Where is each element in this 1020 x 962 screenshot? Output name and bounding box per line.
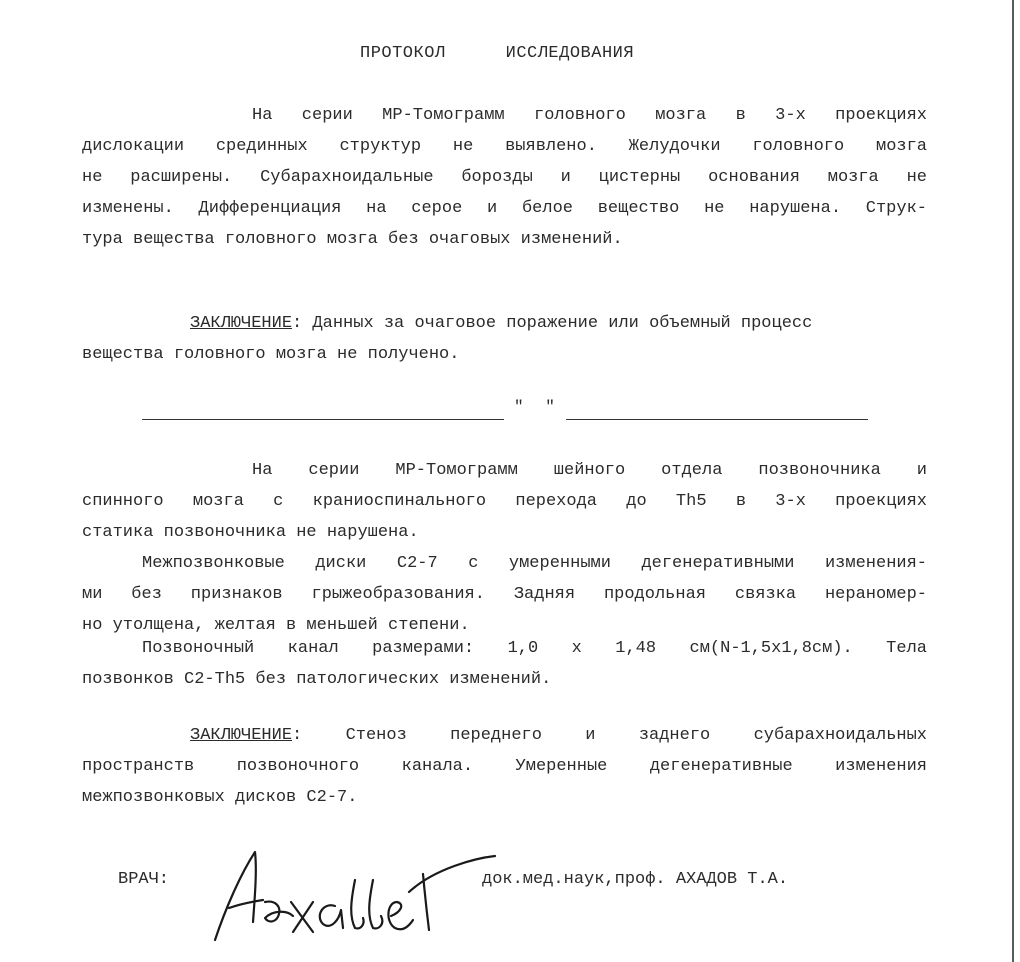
scan-edge-line bbox=[1012, 0, 1014, 962]
title-word-protocol: ПРОТОКОЛ bbox=[360, 44, 446, 63]
spine-intro bbox=[82, 455, 927, 548]
spine-conclusion bbox=[82, 720, 927, 813]
spine-line: Позвоночный канал размерами: 1,0 х 1,48 см(N-1,5х1,8см). Тела bbox=[142, 639, 927, 658]
spine-discs bbox=[82, 548, 927, 641]
spine-line: но утолщена, желтая в меньшей степени. bbox=[82, 616, 470, 635]
title-word-study: ИССЛЕДОВАНИЯ bbox=[505, 44, 635, 63]
document-title bbox=[360, 44, 634, 63]
separator-line-left bbox=[142, 419, 504, 420]
brain-conclusion-text: : Данных за очаговое поражение или объемный процесс bbox=[292, 314, 813, 333]
brain-conclusion bbox=[82, 308, 927, 370]
conclusion-label: ЗАКЛЮЧЕНИЕ bbox=[190, 314, 293, 333]
conclusion-label: ЗАКЛЮЧЕНИЕ bbox=[190, 726, 293, 745]
brain-line: изменены. Дифференциация на серое и белое вещество не нарушена. Струк- bbox=[82, 199, 927, 218]
spine-line: ми без признаков грыжеобразования. Задняя продольная связка нераномер- bbox=[82, 585, 927, 604]
spine-line: статика позвоночника не нарушена. bbox=[82, 523, 419, 542]
spine-conclusion-line: пространств позвоночного канала. Умеренные дегенеративные изменения bbox=[82, 757, 927, 776]
doctor-label: ВРАЧ: bbox=[118, 870, 170, 889]
separator-line-right bbox=[566, 419, 868, 420]
separator-quotes: " " bbox=[514, 398, 561, 416]
spine-conclusion-line bbox=[82, 720, 927, 751]
brain-findings bbox=[82, 100, 927, 255]
spine-line: На серии МР-Томограмм шейного отдела позвоночника и bbox=[252, 461, 927, 480]
spine-conclusion-line: межпозвонковых дисков С2-7. bbox=[82, 788, 358, 807]
spine-line: позвонков С2-Th5 без патологических изменений. bbox=[82, 670, 552, 689]
section-separator bbox=[142, 400, 870, 424]
spine-canal bbox=[82, 633, 927, 695]
brain-conclusion-line bbox=[82, 308, 927, 339]
doctor-name: док.мед.наук,проф. АХАДОВ Т.А. bbox=[482, 870, 789, 889]
brain-line: не расширены. Субарахноидальные борозды и цистерны основания мозга не bbox=[82, 168, 927, 187]
brain-line: тура вещества головного мозга без очаговых изменений. bbox=[82, 230, 623, 249]
handwritten-signature bbox=[195, 840, 505, 950]
spine-line: Межпозвонковые диски С2-7 с умеренными дегенеративными изменения- bbox=[142, 554, 927, 573]
brain-line: На серии МР-Томограмм головного мозга в 3-х проекциях bbox=[252, 106, 927, 125]
brain-line: дислокации срединных структур не выявлено. Желудочки головного мозга bbox=[82, 137, 927, 156]
spine-line: спинного мозга с краниоспинального перехода до Th5 в 3-х проекциях bbox=[82, 492, 927, 511]
brain-conclusion-line: вещества головного мозга не получено. bbox=[82, 345, 460, 364]
spine-conclusion-text: : Стеноз переднего и заднего субарахноидальных bbox=[292, 726, 927, 745]
